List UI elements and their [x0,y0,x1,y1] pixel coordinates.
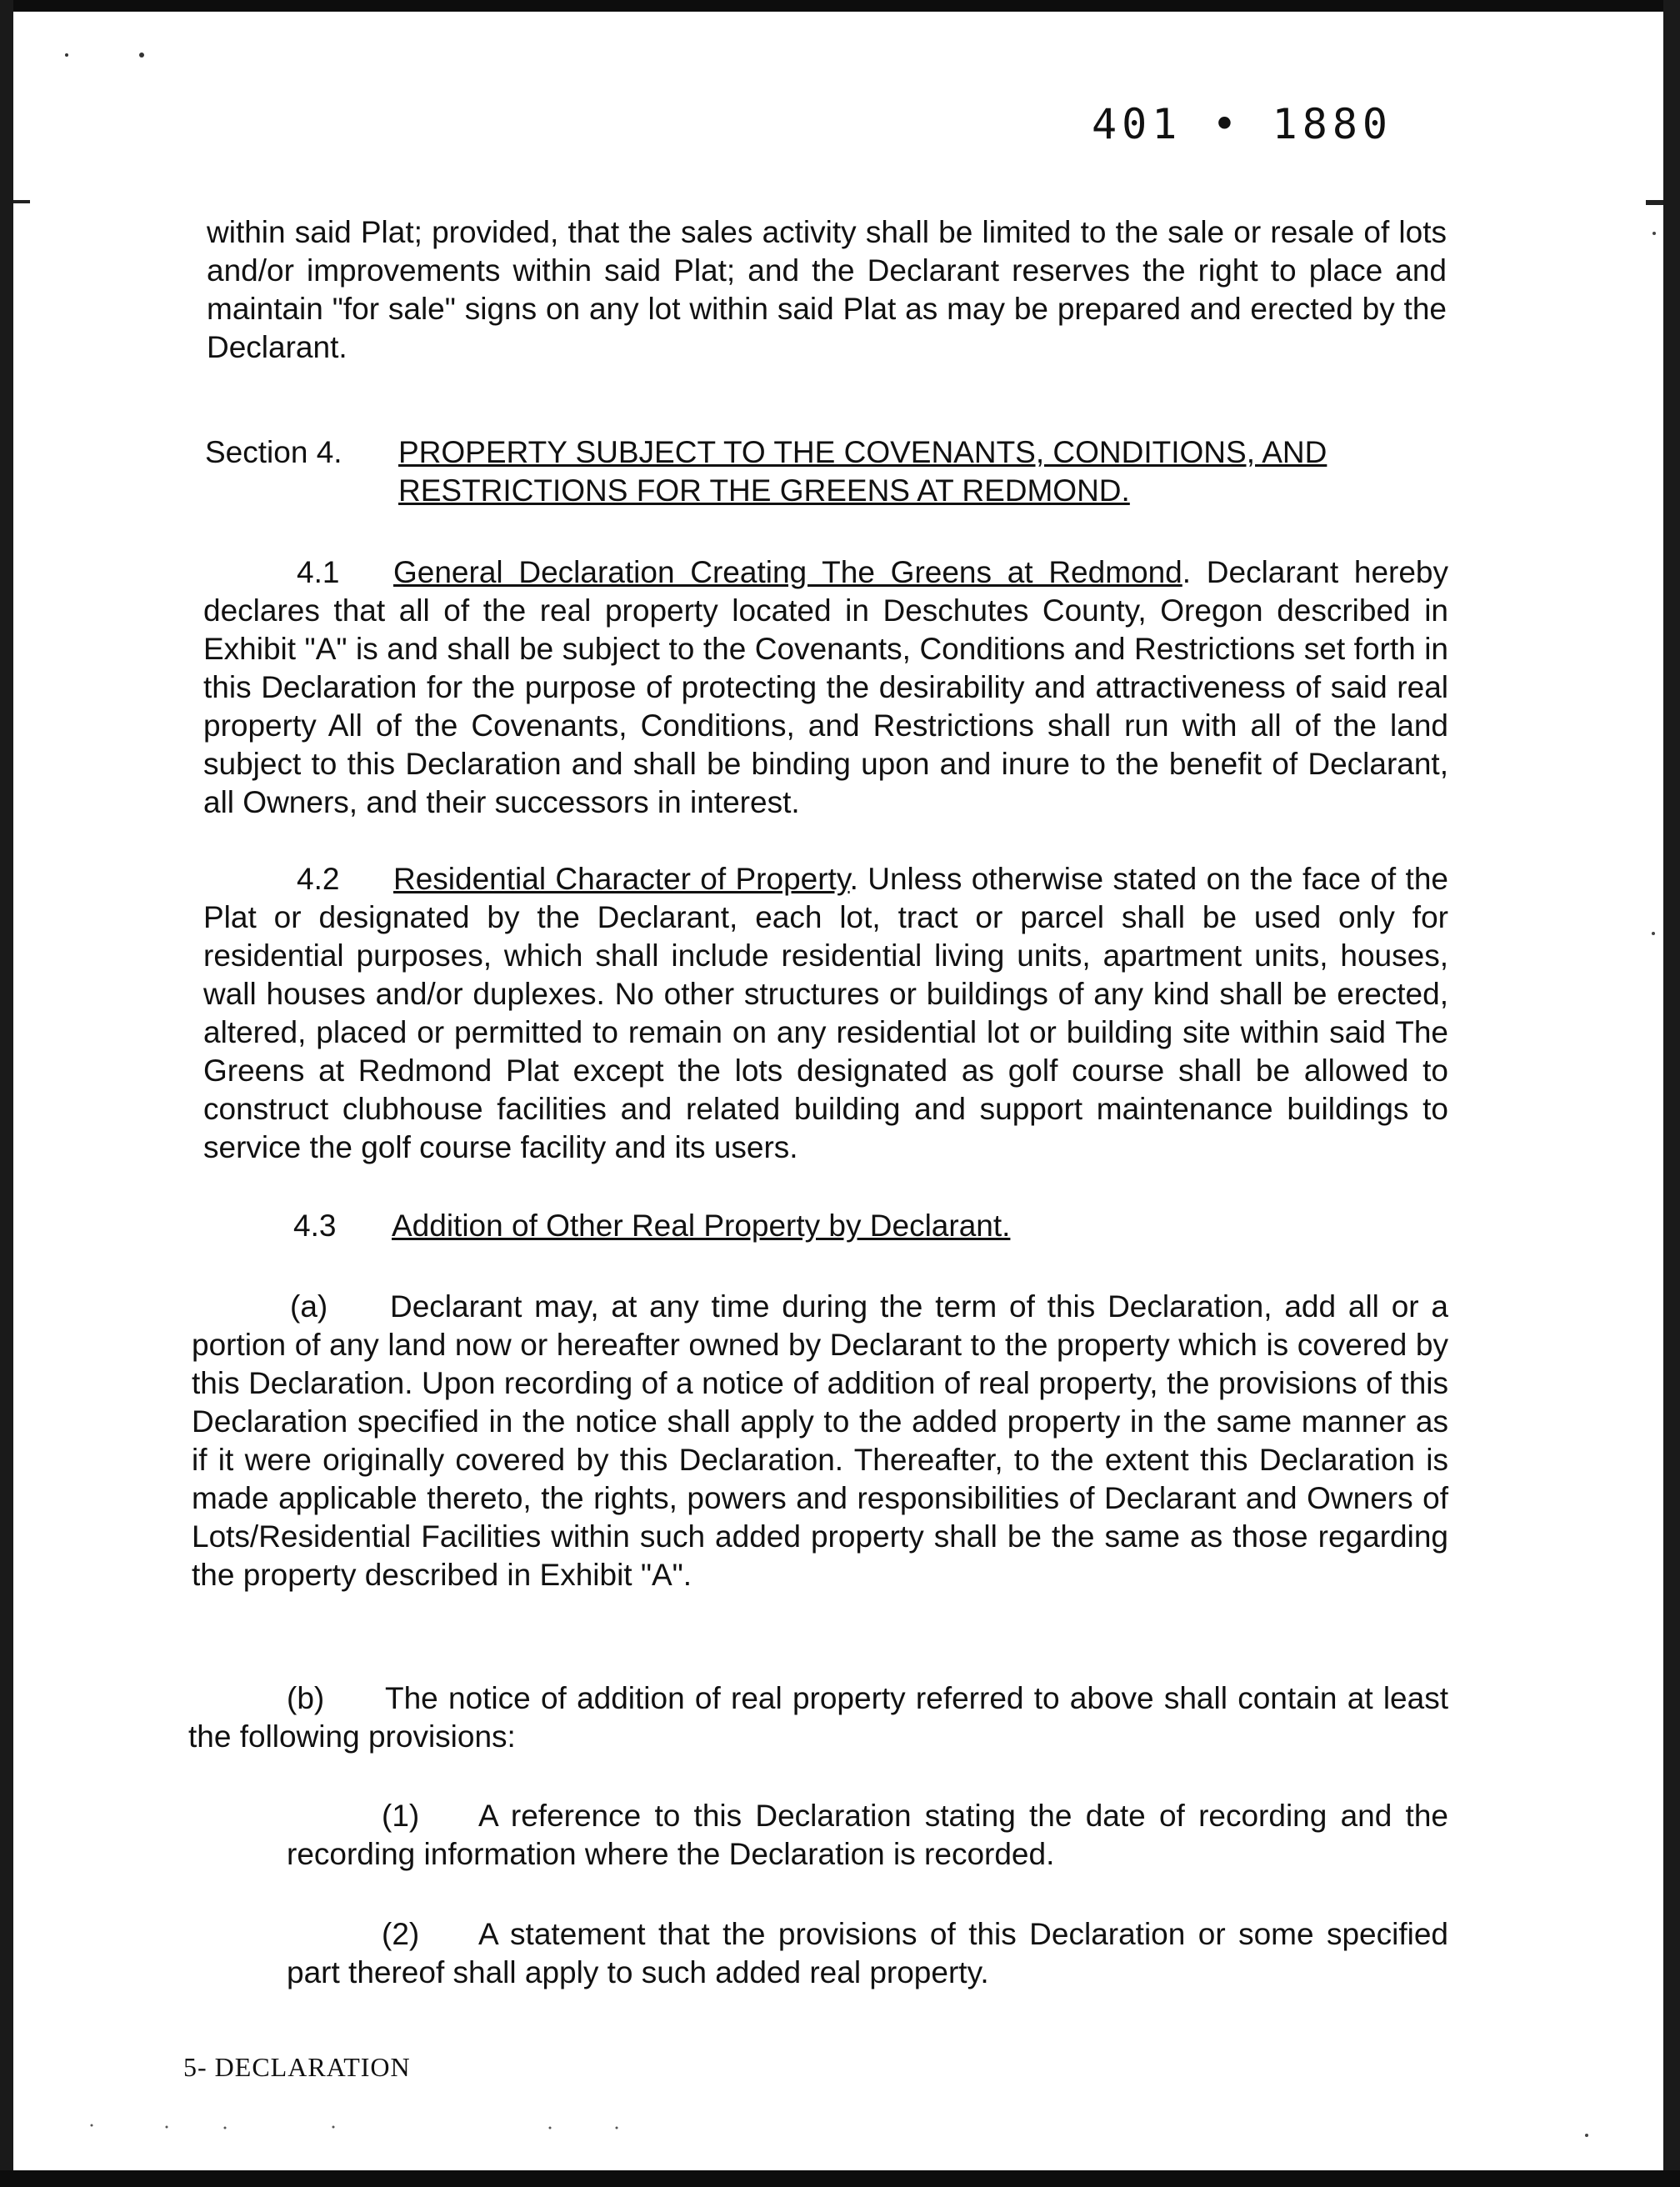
paragraph-number: 4.2 [297,862,340,896]
section-label: Section 4. [205,435,342,469]
subparagraph-label: (b) [287,1681,325,1715]
paragraph-4-2 [203,860,1448,1167]
paragraph-4-1 [203,553,1448,822]
paragraph-4-3 [293,1207,1127,1245]
paragraph-heading: Residential Character of Property [393,862,850,896]
item-text: A statement that the provisions of this Declaration or some specified part thereof shall apply to such added real property. [287,1917,1448,1989]
item-label: (1) [382,1799,420,1833]
subparagraph-text: The notice of addition of real property referred to above shall contain at least the following provisions: [188,1681,1448,1754]
paragraph-text: . Declarant hereby declares that all of the real property located in Deschutes County, Oregon described in Exhibit "A" is and shall be subject to the Covenants, Conditions and Restrictions set forth in this Declaration for the purpose of protecting the desirability and attractiveness of said real property All of the Covenants, Conditions, and Restrictions shall run with all of the land subject to this Declaration and shall be binding upon and inure to the benefit of Declarant, all Owners, and their successors in interest. [203,555,1448,819]
paragraph-number: 4.1 [297,555,340,589]
paragraph-heading: General Declaration Creating The Greens at Redmond [393,555,1182,589]
section-title: PROPERTY SUBJECT TO THE COVENANTS, CONDITIONS, AND RESTRICTIONS FOR THE GREENS AT REDMOND. [398,435,1328,508]
page-number: 401 • 1880 [1092,100,1393,148]
paragraph-4-3-b [188,1679,1448,1756]
paragraph-4-3-a [192,1288,1448,1594]
intro-paragraph: within said Plat; provided, that the sales activity shall be limited to the sale or resale of lots and/or improvements within said Plat; and the Declarant reserves the right to place and maintain "for sale" signs on any lot within said Plat as may be prepared and erected by the Declarant. [207,215,1447,364]
item-text: A reference to this Declaration stating the date of recording and the recording information where the Declaration is recorded. [287,1799,1448,1871]
subparagraph-text: Declarant may, at any time during the term of this Declaration, add all or a portion of any land now or hereafter owned by Declarant to the property which is covered by this Declaration. Upon recording of a notice of addition of real property, the provisions of this Declaration specified in the notice shall apply to the added property in the same manner as if it were originally covered by this Declaration. Thereafter, to the extent this Declaration is made applicable thereto, the rights, powers and responsibilities of Declarant and Owners of Lots/Residential Facilities within such added property shall be the same as those regarding the property described in Exhibit "A". [192,1289,1448,1592]
page-footer: 5- DECLARATION [183,2052,411,2082]
paragraph-4-3-b-1 [287,1797,1448,1874]
paragraph-heading: Addition of Other Real Property by Declarant. [392,1209,1011,1243]
paragraph-number: 4.3 [293,1209,337,1243]
item-label: (2) [382,1917,420,1951]
subparagraph-label: (a) [290,1289,328,1324]
paragraph-text: . Unless otherwise stated on the face of the Plat or designated by the Declarant, each lot, tract or parcel shall be used only for residential purposes, which shall include residential living units, apartment units, houses, wall houses and/or duplexes. No other structures or buildings of any kind shall be erected, altered, placed or permitted to remain on any residential lot or building site within said The Greens at Redmond Plat except the lots designated as golf course shall be allowed to construct clubhouse facilities and related building and support maintenance buildings to service the golf course facility and its users. [203,862,1448,1164]
paragraph-4-3-b-2 [287,1915,1448,1992]
